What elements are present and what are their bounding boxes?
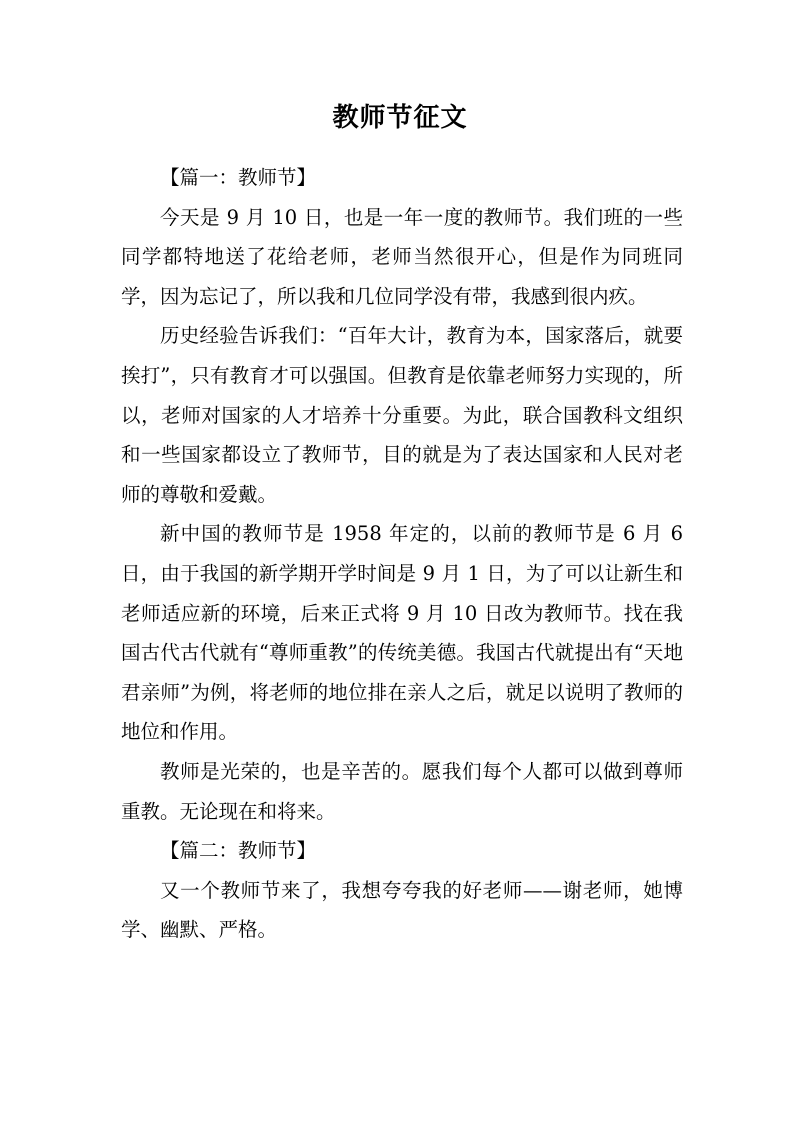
document-title: 教师节征文	[332, 103, 468, 133]
paragraph-1: 今天是 9 月 10 日，也是一年一度的教师节。我们班的一些同学都特地送了花给老师，老师当然很开心，但是作为同班同学，因为忘记了，所以我和几位同学没有带，我感到很内疚。	[121, 205, 683, 308]
paragraph-3: 新中国的教师节是 1958 年定的，以前的教师节是 6 月 6 日，由于我国的新学期开学时间是 9 月 1 日，为了可以让新生和老师适应新的环境，后来正式将 9 月 10 日改为教师节。找在我国古代古代就有“尊师重教”的传统美德。我国古代就提出有“天地君亲师”为例，将老师的地位排在亲人之后，就足以说明了教师的地位和作用。	[121, 522, 683, 744]
section-heading-2: 【篇二：教师节】	[160, 839, 317, 863]
paragraph-4: 教师是光荣的，也是辛苦的。愿我们每个人都可以做到尊师重教。无论现在和将来。	[121, 759, 683, 823]
document-body	[121, 158, 683, 950]
paragraph-5: 又一个教师节来了，我想夸夸我的好老师——谢老师，她博学、幽默、严格。	[121, 878, 683, 942]
paragraph-2: 历史经验告诉我们：“百年大计，教育为本，国家落后，就要挨打”，只有教育才可以强国。但教育是依靠老师努力实现的，所以，老师对国家的人才培养十分重要。为此，联合国教科文组织和一些国家都设立了教师节，目的就是为了表达国家和人民对老师的尊敬和爱戴。	[121, 324, 683, 506]
section-heading-1: 【篇一：教师节】	[160, 166, 317, 189]
